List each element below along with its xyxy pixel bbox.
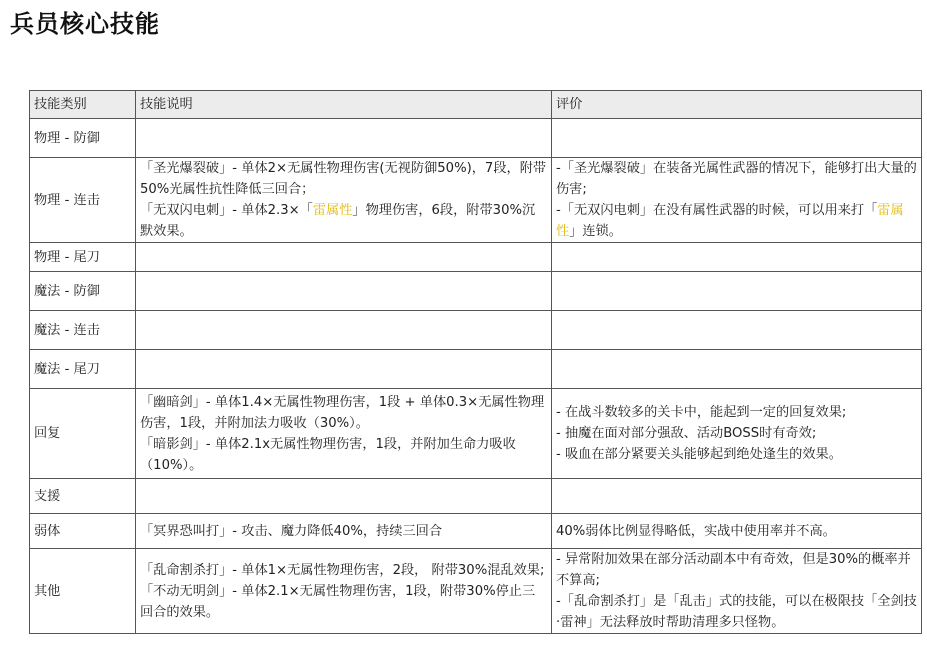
description-line: [140, 581, 547, 623]
cell-category: 魔法 - 尾刀: [30, 350, 136, 389]
evaluation-line: [556, 444, 917, 465]
cell-description: [136, 514, 552, 549]
text-segment: -「无双闪电刺」在没有属性武器的时候，可以用来打「: [556, 203, 878, 218]
evaluation-line: [556, 521, 917, 542]
cell-evaluation: [552, 549, 922, 634]
text-segment: 「圣光爆裂破」- 单体2×无属性物理伤害(无视防御50%)，7段，附带50%光属性抗性降低三回合；: [140, 161, 547, 197]
text-segment: - 异常附加效果在部分活动副本中有奇效，但是30%的概率并不算高;: [556, 552, 911, 588]
cell-description: [136, 158, 552, 243]
text-segment: 「乱命割杀打」- 单体1×无属性物理伤害，2段， 附带30%混乱效果;: [140, 562, 545, 578]
evaluation-line: [556, 402, 917, 423]
cell-category: 其他: [30, 549, 136, 634]
cell-description: [136, 243, 552, 272]
table-row: [30, 158, 922, 243]
cell-description: [136, 549, 552, 634]
text-segment: 「无双闪电刺」- 单体2.3×「: [140, 203, 313, 218]
cell-description: [136, 350, 552, 389]
text-segment: 」连锁。: [569, 224, 622, 239]
table-row: [30, 272, 922, 311]
table-row: [30, 389, 922, 479]
skills-table: [29, 90, 922, 634]
cell-description: [136, 389, 552, 479]
cell-evaluation: [552, 311, 922, 350]
text-segment: -「乱命割杀打」是「乱击」式的技能，可以在极限技「全剑技·雷神」无法释放时帮助清理多只怪物。: [556, 594, 917, 630]
table-header-row: [30, 91, 922, 119]
cell-description: [136, 479, 552, 514]
cell-evaluation: [552, 389, 922, 479]
cell-evaluation: [552, 243, 922, 272]
evaluation-line: [556, 423, 917, 444]
text-segment: - 在战斗数较多的关卡中，能起到一定的回复效果;: [556, 405, 847, 420]
table-row: [30, 514, 922, 549]
text-segment: 40%弱体比例显得略低，实战中使用率并不高。: [556, 523, 836, 539]
text-segment: 」物理伤害，6段，附带30%沉默效果。: [140, 203, 536, 239]
cell-evaluation: [552, 272, 922, 311]
header-evaluation: 评价: [552, 91, 922, 119]
highlight-text: 雷属性: [312, 203, 353, 218]
description-line: [140, 158, 547, 200]
evaluation-line: [556, 158, 917, 200]
cell-evaluation: [552, 514, 922, 549]
evaluation-line: [556, 591, 917, 633]
table-row: [30, 311, 922, 350]
cell-category: 支援: [30, 479, 136, 514]
text-segment: - 吸血在部分紧要关头能够起到绝处逢生的效果。: [556, 447, 842, 462]
text-segment: 「不动无明剑」- 单体2.1×无属性物理伤害，1段，附带30%停止三回合的效果。: [140, 583, 536, 620]
cell-category: 魔法 - 连击: [30, 311, 136, 350]
description-line: [140, 434, 547, 476]
cell-category: 回复: [30, 389, 136, 479]
text-segment: -「圣光爆裂破」在装备光属性武器的情况下，能够打出大量的伤害;: [556, 161, 917, 197]
table-row: [30, 549, 922, 634]
cell-evaluation: [552, 479, 922, 514]
header-description: 技能说明: [136, 91, 552, 119]
table-row: [30, 479, 922, 514]
text-segment: 「幽暗剑」- 单体1.4×无属性物理伤害，1段 + 单体0.3×无属性物理伤害，1段，并附加法力吸收（30%）。: [140, 394, 545, 431]
cell-category: 魔法 - 防御: [30, 272, 136, 311]
cell-evaluation: [552, 158, 922, 243]
cell-description: [136, 272, 552, 311]
cell-category: 物理 - 连击: [30, 158, 136, 243]
description-line: [140, 521, 547, 542]
cell-evaluation: [552, 119, 922, 158]
text-segment: 「冥界恐叫打」- 攻击、魔力降低40%，持续三回合: [140, 523, 443, 539]
cell-category: 物理 - 防御: [30, 119, 136, 158]
highlight-text: 雷属性: [556, 203, 904, 239]
text-segment: 「暗影剑」- 单体2.1x无属性物理伤害，1段，并附加生命力吸收（10%）。: [140, 436, 516, 473]
cell-evaluation: [552, 350, 922, 389]
description-line: [140, 200, 547, 242]
page-title: 兵员核心技能: [10, 10, 160, 38]
text-segment: - 抽魔在面对部分强敌、活动BOSS时有奇效;: [556, 426, 817, 441]
evaluation-line: [556, 200, 917, 242]
cell-description: [136, 311, 552, 350]
cell-description: [136, 119, 552, 158]
header-category: 技能类别: [30, 91, 136, 119]
cell-category: 物理 - 尾刀: [30, 243, 136, 272]
evaluation-line: [556, 549, 917, 591]
table-row: [30, 119, 922, 158]
cell-category: 弱体: [30, 514, 136, 549]
table-row: [30, 243, 922, 272]
description-line: [140, 560, 547, 581]
table-row: [30, 350, 922, 389]
description-line: [140, 392, 547, 434]
